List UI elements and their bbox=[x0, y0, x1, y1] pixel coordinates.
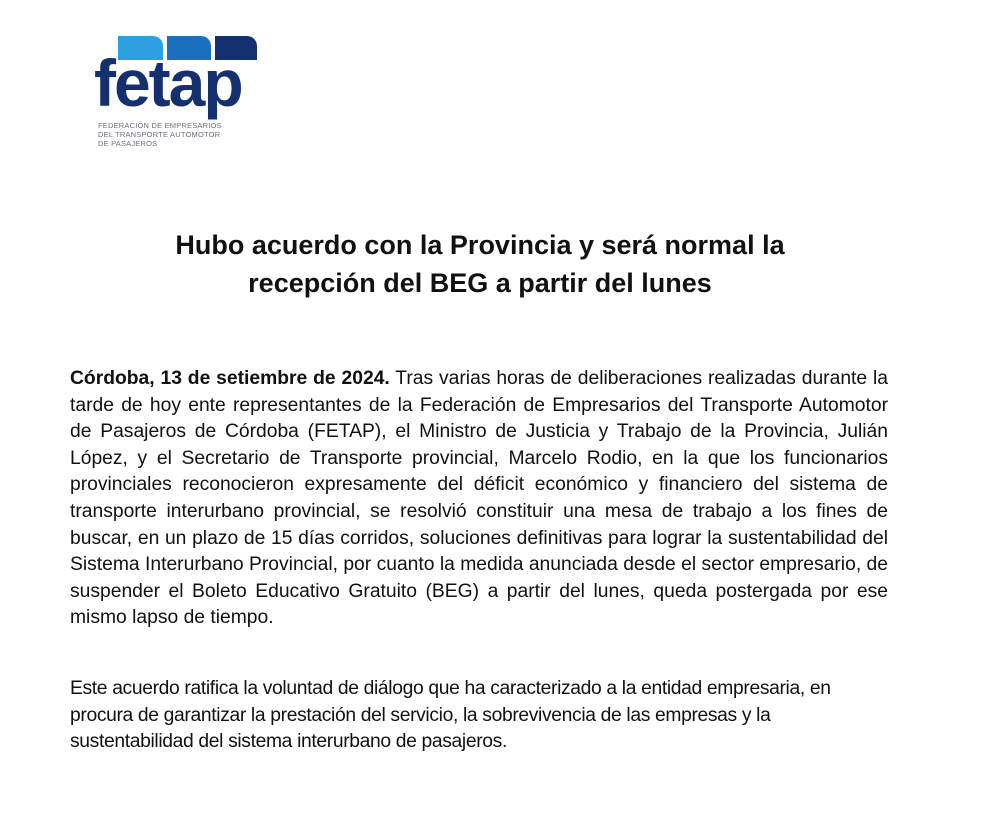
fetap-logo bbox=[96, 36, 256, 156]
logo-tagline-line: FEDERACIÓN DE EMPRESARIOS bbox=[98, 121, 222, 130]
body-paragraph-2: Este acuerdo ratifica la voluntad de diálogo que ha caracterizado a la entidad empresaria, en procura de garantizar la prestación del servicio, la sobrevivencia de las empresas y la sustentabilidad del sistema interurbano de pasajeros. bbox=[70, 678, 831, 753]
logo-tagline-line: DE PASAJEROS bbox=[98, 139, 158, 148]
dateline: Córdoba, 13 de setiembre de 2024. bbox=[70, 368, 390, 389]
body-paragraph-1 bbox=[70, 366, 888, 632]
logo-tagline-line: DEL TRANSPORTE AUTOMOTOR bbox=[98, 130, 221, 139]
logo-wordmark: fetap bbox=[94, 46, 242, 120]
press-release-title bbox=[100, 226, 860, 302]
title-line-2: recepción del BEG a partir del lunes bbox=[248, 268, 712, 298]
paragraph-1-text: Tras varias horas de deliberaciones realizadas durante la tarde de hoy ente representantes de la Federación de Empresarios del Transporte Automotor de Pasajeros de Córdoba (FETAP), el Ministro de Justicia y Trabajo de la Provincia, Julián López, y el Secretario de Transporte provincial, Marcelo Rodio, en la que los funcionarios provinciales reconocieron expresamente del déficit económico y financiero del sistema de transporte interurbano provincial, se resolvió constituir una mesa de trabajo a los fines de buscar, en un plazo de 15 días corridos, soluciones definitivas para lograr la sustentabilidad del Sistema Interurbano Provincial, por cuanto la medida anunciada desde el sector empresario, de suspender el Boleto Educativo Gratuito (BEG) a partir del lunes, queda postergada por ese mismo lapso de tiempo. bbox=[70, 368, 888, 629]
title-line-1: Hubo acuerdo con la Provincia y será normal la bbox=[175, 230, 785, 260]
logo-tagline bbox=[98, 121, 222, 148]
